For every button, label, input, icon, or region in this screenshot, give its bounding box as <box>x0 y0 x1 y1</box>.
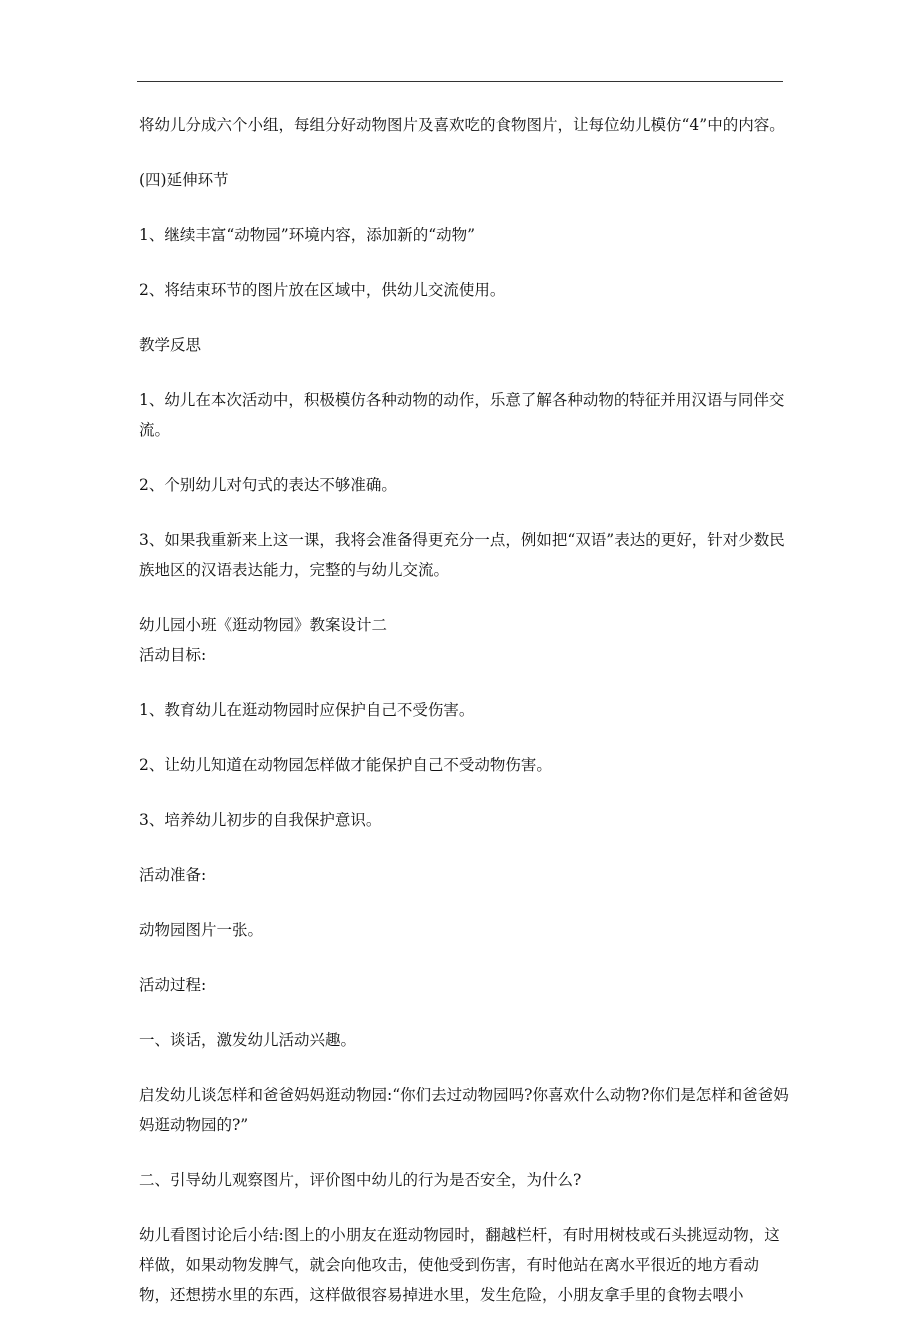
process-step-2: 二、引导幼儿观察图片，评价图中幼儿的行为是否安全，为什么? <box>139 1171 582 1189</box>
section-heading-goals: 活动目标: <box>139 646 207 664</box>
goal-item-1: 1、教育幼儿在逛动物园时应保护自己不受伤害。 <box>139 701 475 719</box>
section-heading-reflection: 教学反思 <box>139 336 202 354</box>
document-body <box>139 110 789 1335</box>
reflection-item-3: 3、如果我重新来上这一课，我将会准备得更充分一点，例如把“双语”表达的更好，针对少数民族地区的汉语表达能力，完整的与幼儿交流。 <box>139 531 785 579</box>
extension-item-2: 2、将结束环节的图片放在区域中，供幼儿交流使用。 <box>139 281 506 299</box>
goal-item-2: 2、让幼儿知道在动物园怎样做才能保护自己不受动物伤害。 <box>139 756 552 774</box>
section-heading-process: 活动过程: <box>139 976 207 994</box>
reflection-item-1: 1、幼儿在本次活动中，积极模仿各种动物的动作，乐意了解各种动物的特征并用汉语与同伴交流。 <box>139 391 785 439</box>
goal-item-3: 3、培养幼儿初步的自我保护意识。 <box>139 811 382 829</box>
preparation-item: 动物园图片一张。 <box>139 921 264 939</box>
process-step-1-detail: 启发幼儿谈怎样和爸爸妈妈逛动物园:“你们去过动物园吗?你喜欢什么动物?你们是怎样和爸爸妈妈逛动物园的?” <box>139 1086 789 1134</box>
section-heading-preparation: 活动准备: <box>139 866 207 884</box>
lesson-title: 幼儿园小班《逛动物园》教案设计二 <box>139 616 388 634</box>
reflection-item-2: 2、个别幼儿对句式的表达不够准确。 <box>139 476 397 494</box>
process-step-1: 一、谈话，激发幼儿活动兴趣。 <box>139 1031 357 1049</box>
paragraph-grouping-instruction: 将幼儿分成六个小组，每组分好动物图片及喜欢吃的食物图片，让每位幼儿模仿“4”中的内容。 <box>139 116 785 134</box>
section-heading-extension: (四)延伸环节 <box>139 171 229 189</box>
header-rule <box>137 81 783 82</box>
process-step-2-summary: 幼儿看图讨论后小结:图上的小朋友在逛动物园时，翻越栏杆，有时用树枝或石头挑逗动物，这样做，如果动物发脾气，就会向他攻击，使他受到伤害，有时他站在离水平很近的地方看动物，还想捞水里的东西，这样做很容易掉进水里，发生危险，小朋友拿手里的食物去喂小 <box>139 1226 780 1304</box>
extension-item-1: 1、继续丰富“动物园”环境内容，添加新的“动物” <box>139 226 476 244</box>
